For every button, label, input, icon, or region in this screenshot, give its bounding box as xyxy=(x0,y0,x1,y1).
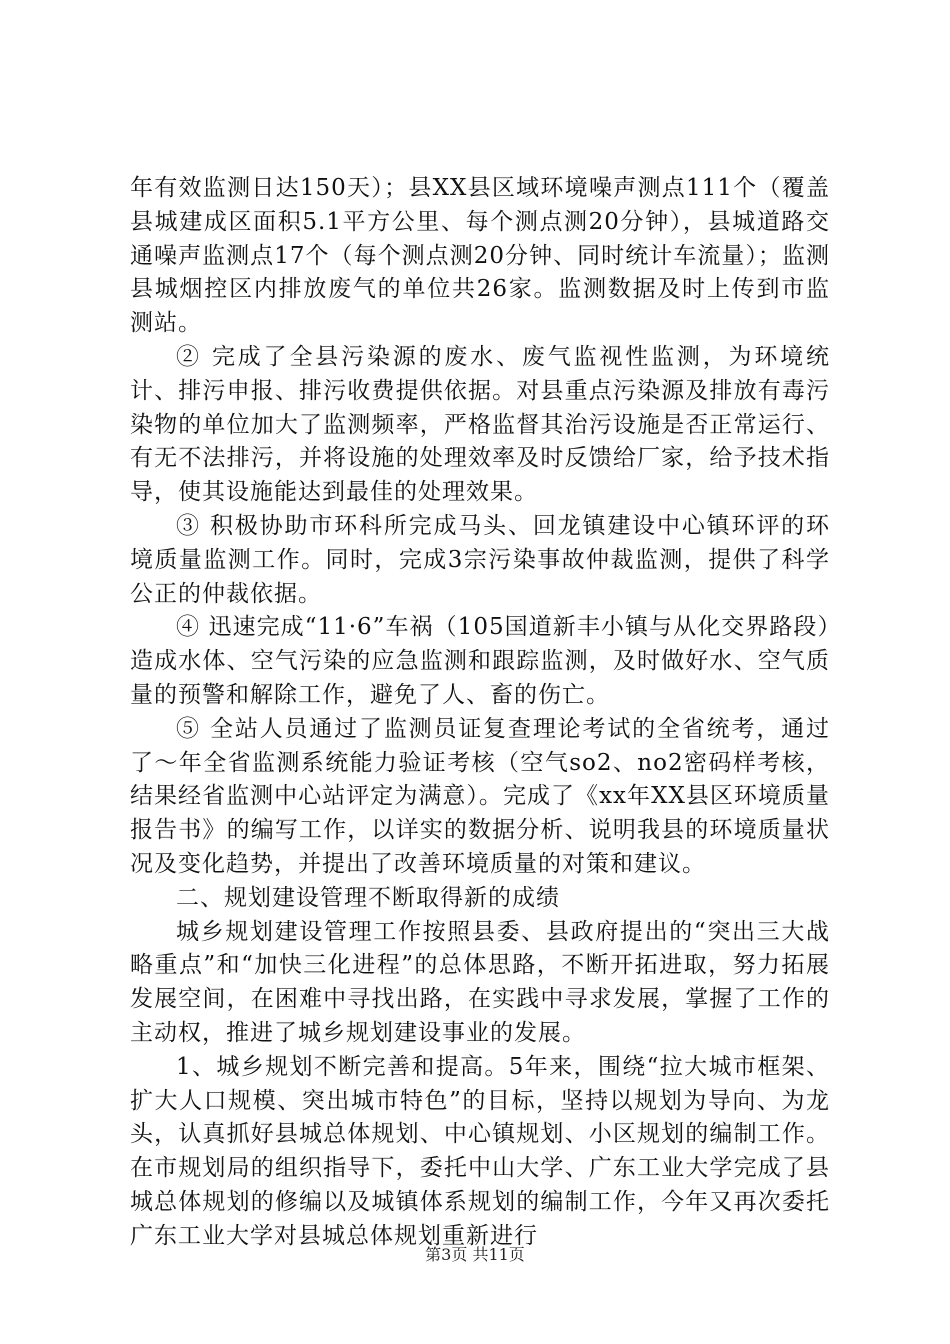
document-body xyxy=(130,172,830,1254)
paragraph-item-3: ③ 积极协助市环科所完成马头、回龙镇建设中心镇环评的环境质量监测工作。同时，完成3宗污染事故仲裁监测，提供了科学公正的仲裁依据。 xyxy=(130,512,830,607)
paragraph-planning-intro: 城乡规划建设管理工作按照县委、县政府提出的“突出三大战略重点”和“加快三化进程”的总体思路，不断开拓进取，努力拓展发展空间，在困难中寻找出路，在实践中寻求发展，掌握了工作的主动权，推进了城乡规划建设事业的发展。 xyxy=(130,918,830,1046)
page-number-footer: 第3页 共11页 xyxy=(425,1245,525,1264)
paragraph-item-5: ⑤ 全站人员通过了监测员证复查理论考试的全省统考，通过了～年全省监测系统能力验证考核（空气so2、no2密码样考核，结果经省监测中心站评定为满意）。完成了《xx年XX县区环境质量报告书》的编写工作，以详实的数据分析、说明我县的环境质量状况及变化趋势，并提出了改善环境质量的对策和建议。 xyxy=(130,715,830,877)
paragraph-item-2: ② 完成了全县污染源的废水、废气监视性监测，为环境统计、排污申报、排污收费提供依据。对县重点污染源及排放有毒污染物的单位加大了监测频率，严格监督其治污设施是否正常运行、有无不法排污，并将设施的处理效率及时反馈给厂家，给予技术指导，使其设施能达到最佳的处理效果。 xyxy=(130,343,830,506)
paragraph-planning-1: 1、城乡规划不断完善和提高。5年来，围绕“拉大城市框架、扩大人口规模、突出城市特色”的目标，坚持以规划为导向、为龙头，认真抓好县城总体规划、中心镇规划、小区规划的编制工作。在市规划局的组织指导下，委托中山大学、广东工业大学完成了县城总体规划的修编以及城镇体系规划的编制工作，今年又再次委托广东工业大学对县城总体规划重新进行 xyxy=(130,1053,830,1249)
paragraph-item-4: ④ 迅速完成“11·6”车祸（105国道新丰小镇与从化交界路段）造成水体、空气污染的应急监测和跟踪监测，及时做好水、空气质量的预警和解除工作，避免了人、畜的伤亡。 xyxy=(130,614,830,708)
section-heading: 二、规划建设管理不断取得新的成绩 xyxy=(176,884,560,911)
paragraph-monitoring-continued: 年有效监测日达150天）；县XX县区域环境噪声测点111个（覆盖县城建成区面积5.1平方公里、每个测点测20分钟），县城道路交通噪声监测点17个（每个测点测20分钟、同时统计车流量）；监测县城烟控区内排放废气的单位共26家。监测数据及时上传到市监测站。 xyxy=(130,175,830,337)
